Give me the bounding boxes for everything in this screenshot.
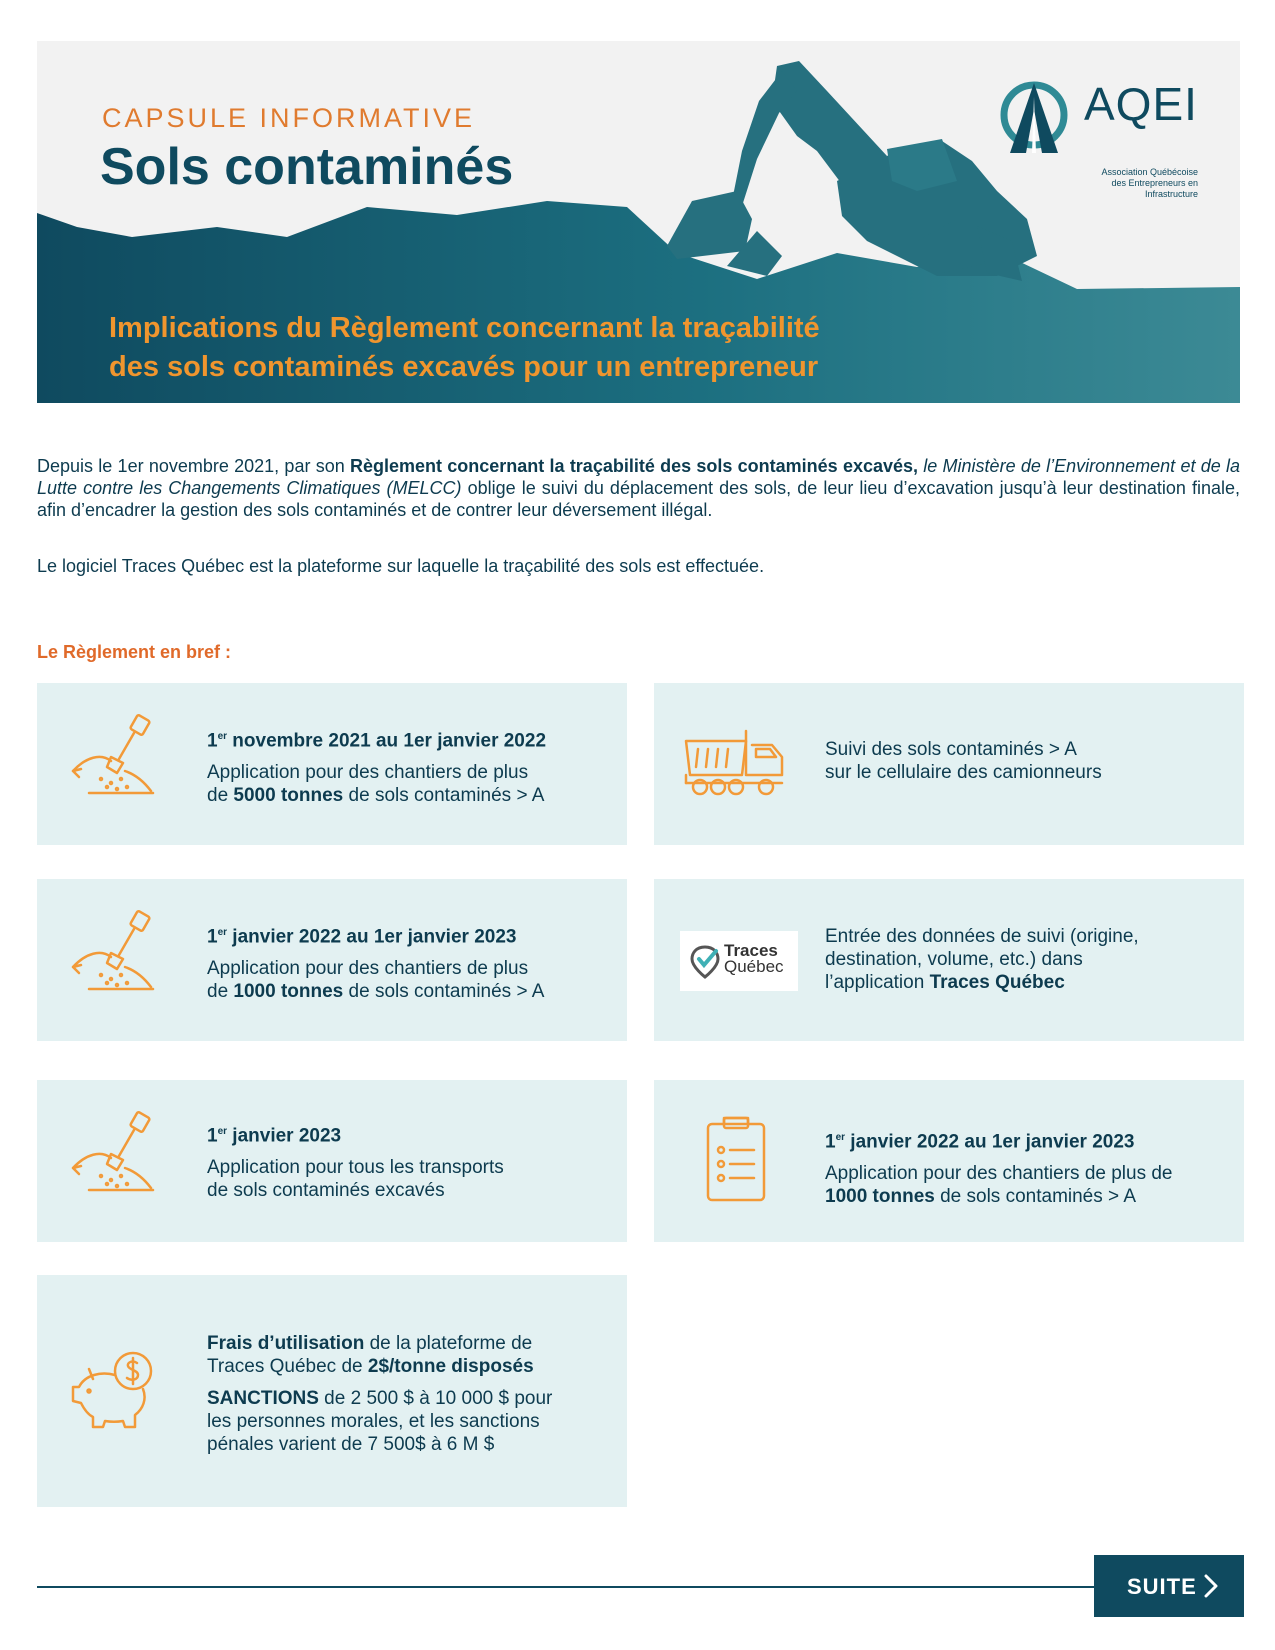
subtitle-line: Implications du Règlement concernant la traçabilité (109, 312, 820, 344)
info-card-6 (654, 1080, 1244, 1242)
logo-wordmark: AQEI (1084, 78, 1198, 130)
header-banner (37, 41, 1240, 403)
card-text (825, 1126, 1173, 1208)
card-line: Application pour tous les transports (207, 1157, 504, 1179)
card-text (207, 725, 546, 807)
card-text (825, 925, 1139, 994)
card-line: Entrée des données de suivi (origine, (825, 926, 1139, 947)
info-card-7 (37, 1275, 627, 1507)
info-card-5 (37, 1080, 627, 1242)
shovel-dirt-icon (71, 909, 163, 1001)
card-text (207, 921, 544, 1003)
card-date-heading: 1er janvier 2023 (207, 1125, 342, 1147)
card-date-heading: 1er novembre 2021 au 1er janvier 2022 (207, 730, 547, 752)
logo-line: Traces (724, 941, 778, 960)
logo-sub-line: Infrastructure (1144, 189, 1198, 199)
card-line: sur le cellulaire des camionneurs (825, 762, 1102, 783)
suite-label: SUITE (1127, 1574, 1197, 1599)
card-line: l’application Traces Québec (825, 972, 1065, 993)
info-card-2 (654, 683, 1244, 845)
traces-quebec-wordmark (724, 943, 784, 975)
dump-truck-icon (684, 727, 786, 799)
card-text (207, 1332, 552, 1456)
info-card-4 (654, 879, 1244, 1041)
card-line: de 1000 tonnes de sols contaminés > A (207, 981, 545, 1003)
card-text (825, 738, 1102, 784)
chevron-right-icon (1203, 1574, 1219, 1598)
card-date-heading: 1er janvier 2022 au 1er janvier 2023 (825, 1131, 1135, 1153)
aqei-emblem-icon (1000, 79, 1072, 159)
page-subtitle (109, 309, 1009, 387)
card-line: pénales varient de 7 500$ à 6 M $ (207, 1434, 495, 1455)
info-card-1 (37, 683, 627, 845)
shovel-dirt-icon (71, 713, 163, 805)
intro-paragraph (37, 455, 1240, 521)
card-line: les personnes morales, et les sanctions (207, 1411, 540, 1432)
card-line: Application pour des chantiers de plus (207, 762, 529, 784)
regulation-name: Règlement concernant la traçabilité des sols contaminés excavés, (349, 456, 919, 476)
card-line: SANCTIONS de 2 500 $ à 10 000 $ pour (207, 1388, 553, 1409)
card-line: Suivi des sols contaminés > A (825, 739, 1077, 760)
logo-line: Québec (724, 957, 784, 976)
shovel-dirt-icon (71, 1110, 163, 1202)
card-text (207, 1120, 504, 1202)
intro-paragraph-2: Le logiciel Traces Québec est la plateforme sur laquelle la traçabilité des sols est effectuée. (37, 556, 765, 576)
page-title: Sols contaminés (100, 138, 514, 196)
suite-button[interactable] (1094, 1555, 1244, 1617)
card-line: Application pour des chantiers de plus de (825, 1163, 1173, 1185)
intro-text: oblige le suivi du déplacement des sols, de leur lieu d’excavation jusqu’à leur destination finale, afin d’encadrer la gestion des sols contaminés et de contrer leur déversement illégal. (37, 478, 1240, 520)
info-card-3 (37, 879, 627, 1041)
aqei-logo (1000, 78, 1200, 199)
card-line: 1000 tonnes de sols contaminés > A (825, 1186, 1137, 1208)
card-line: de 5000 tonnes de sols contaminés > A (207, 785, 545, 807)
footer-divider (37, 1586, 1097, 1588)
subtitle-line: des sols contaminés excavés pour un entrepreneur (109, 351, 819, 383)
card-date-heading: 1er janvier 2022 au 1er janvier 2023 (207, 926, 517, 948)
card-line: Frais d’utilisation de la plateforme de (207, 1333, 533, 1354)
traces-quebec-logo (680, 931, 798, 991)
card-line: destination, volume, etc.) dans (825, 949, 1083, 970)
capsule-label: CAPSULE INFORMATIVE (102, 103, 476, 133)
location-check-icon (690, 945, 720, 979)
card-line: Traces Québec de 2$/tonne disposés (207, 1356, 534, 1377)
intro-text: Depuis le 1er novembre 2021, par son (37, 456, 350, 476)
clipboard-checklist-icon (704, 1114, 768, 1204)
piggy-bank-dollar-icon (71, 1349, 161, 1429)
logo-sub-line: Association Québécoise (1101, 167, 1198, 177)
card-line: Application pour des chantiers de plus (207, 958, 529, 980)
logo-sub-line: des Entrepreneurs en (1111, 178, 1198, 188)
logo-subtitle (1082, 167, 1198, 200)
card-line: de sols contaminés excavés (207, 1180, 445, 1202)
section-title: Le Règlement en bref : (37, 642, 232, 662)
ministry-name: le Ministère de l’Environnement et de la Lutte contre les Changements Climatiques (MELCC) (37, 456, 1240, 498)
